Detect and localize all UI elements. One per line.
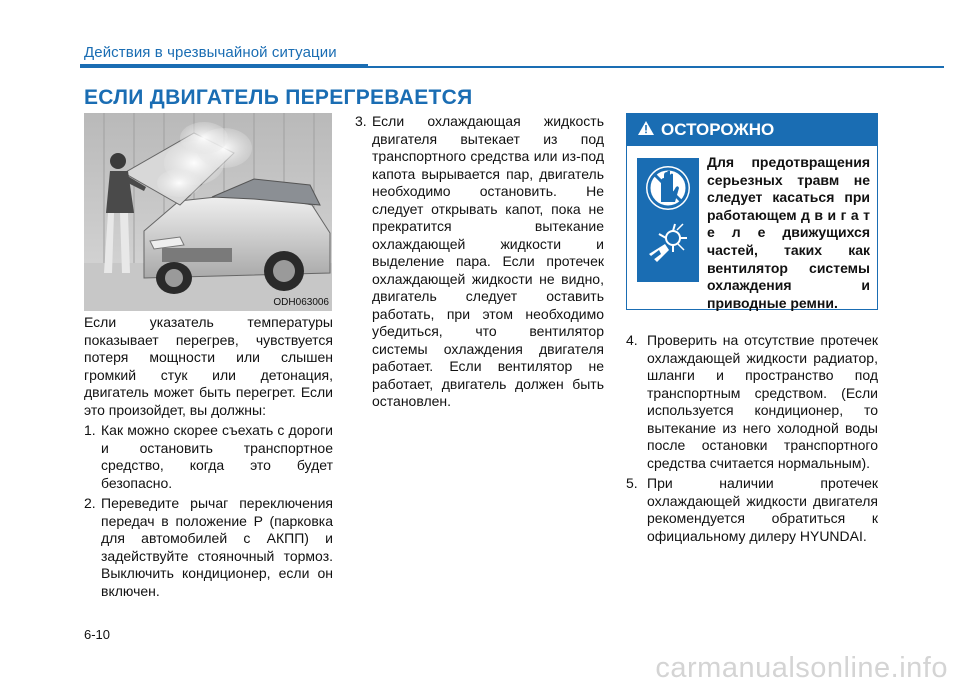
warning-triangle-icon <box>637 120 655 141</box>
warning-box <box>626 113 878 310</box>
right-column <box>626 332 878 548</box>
overheating-car-illustration <box>84 113 332 311</box>
header-rule-thin <box>368 66 944 68</box>
intro-paragraph: Если указатель температуры показывает перегрев, чувствуется потеря мощности или слышен громкий стук или детонация, двигатель может быть перегрет. Если это произойдет, вы должны: <box>84 314 333 418</box>
fan-hand-hazard-icon <box>646 220 690 272</box>
section-title: ЕСЛИ ДВИГАТЕЛЬ ПЕРЕГРЕВАЕТСЯ <box>84 86 473 109</box>
figure-code: ODH063006 <box>273 297 329 308</box>
list-item <box>626 475 878 545</box>
step-text: Если охлаждающая жидкость двигателя вытекает из под транспортного средства или из-под капота вырывается пар, двигатель необходимо остановить. Не следует открывать капот, пока не прекратится вытекание охлаждающей жидкости и выделение пара. Если протечек охлаждающей жидкости не видно, двигатель следует оставить работать, при этом необходимо убедиться, что вентилятор системы охлаждения двигателя работает. Если вентилятор не работает, двигатель должен быть остановлен. <box>372 113 604 409</box>
warning-header <box>627 114 877 146</box>
list-item <box>355 113 604 411</box>
step-text: Проверить на отсутствие протечек охлаждающей жидкости радиатор, шланги и пространство под транспортным средством. (Если используется кондиционер, то вытекание из него холодной воды после остановки транспортного средства считается нормальным). <box>647 332 878 471</box>
step-text: При наличии протечек охлаждающей жидкости двигателя рекомендуется обратиться к официальному дилеру HYUNDAI. <box>647 475 878 544</box>
step-number: 2. <box>84 495 96 511</box>
warning-text: Для предотвращения серьезных травм не следует касаться при работающем д в и г а т е л е движущихся частей, таких как вентилятор системы охлаждения и приводные ремни. <box>707 154 870 311</box>
step-number: 3. <box>355 113 367 129</box>
step-number: 1. <box>84 422 96 438</box>
step-text: Переведите рычаг переключения передач в положение P (парковка для автомобилей с АКПП) и задействуйте стояночный тормоз. Выключить кондиционер, если он включен. <box>101 495 333 599</box>
chapter-title: Действия в чрезвычайной ситуации <box>84 44 337 61</box>
header-rule-thick <box>80 64 368 68</box>
middle-column <box>355 113 604 414</box>
warning-icons <box>637 158 699 282</box>
list-item <box>84 495 333 600</box>
step-number: 5. <box>626 475 638 491</box>
watermark: carmanualsonline.info <box>655 652 948 684</box>
list-item <box>84 422 333 492</box>
page-number: 6-10 <box>84 627 111 642</box>
overheating-engine-photo <box>84 113 332 311</box>
warning-title: ОСТОРОЖНО <box>661 120 775 139</box>
no-hand-icon <box>646 166 690 210</box>
list-item <box>626 332 878 472</box>
left-column <box>84 314 333 603</box>
step-text: Как можно скорее съехать с дороги и остановить транспортное средство, когда это будет безопасно. <box>101 422 333 491</box>
step-number: 4. <box>626 332 638 348</box>
